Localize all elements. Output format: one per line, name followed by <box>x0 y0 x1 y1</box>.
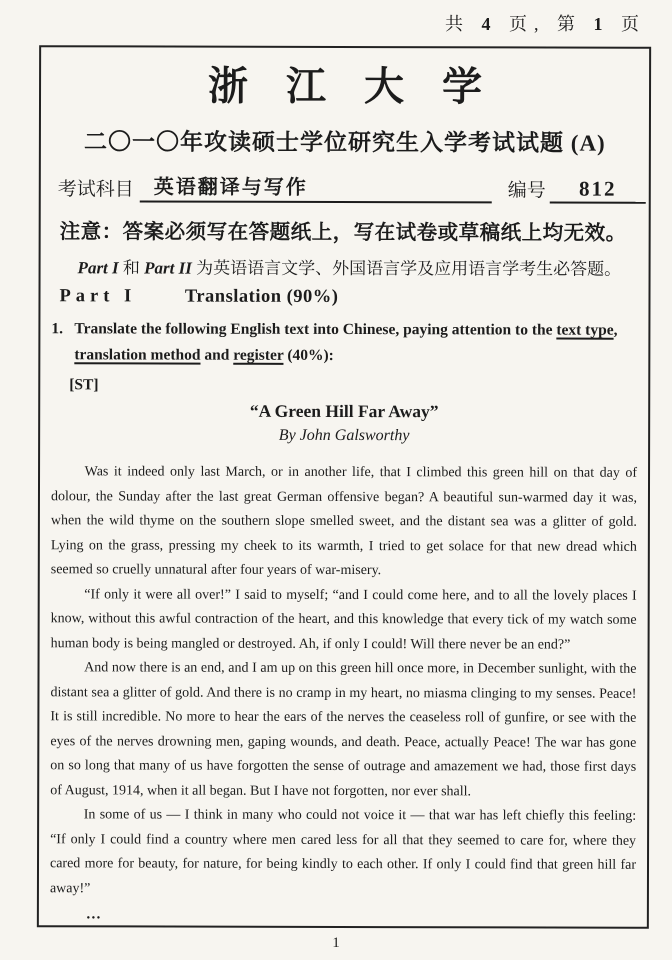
question-number: 1. <box>51 320 64 338</box>
subject-value-underline: 英语翻译与写作 <box>140 175 492 203</box>
part-heading <box>51 284 637 310</box>
total-pages: 4 <box>481 14 498 34</box>
code-value-underline: 812 <box>550 177 646 204</box>
exam-session-title: 二〇一〇年攻读硕士学位研究生入学考试试题 (A) <box>84 129 606 156</box>
subject-label: 考试科目 <box>57 179 134 201</box>
subject-row <box>52 175 638 204</box>
question-text <box>74 316 637 369</box>
passage-ellipsis: … <box>85 906 102 923</box>
part-note-part2: Part II <box>144 258 192 278</box>
university-title: 浙 江 大 学 <box>207 63 497 110</box>
page-count-prefix: 共 <box>445 14 470 34</box>
passage-body <box>50 460 637 928</box>
underlined-term-translation-method: translation method <box>74 346 201 364</box>
question-1 <box>51 316 637 370</box>
passage-byline: By John Galsworthy <box>278 426 410 445</box>
page-number: 1 <box>332 935 340 951</box>
page-count-header <box>445 10 646 36</box>
passage-paragraph-2: “If only it were all over!” I said to myself; “and I could come here, and to all the lovely places I know, without this awful contraction of the heart, and this knowledge that every tick of my watch some human body is being mangled or destroyed. Ah, if only I could! Will there never be an end?” <box>50 586 637 653</box>
passage-paragraph-4: In some of us — I think in many who could not voice it — that war has left chiefly this feeling: “If only I could find a country where men cared less for all that they seemed to care for, where they cared more for beauty, for nature, for being kindly to each other. If only I could find that green hill far away!” <box>49 807 637 896</box>
part-note-part1: Part I <box>77 258 119 278</box>
part-note-conjunction: 和 <box>118 258 145 278</box>
current-page: 1 <box>593 14 610 34</box>
part-note-rest: 为英语语言文学、外国语言学及应用语言学考生必答题。 <box>191 258 622 279</box>
passage-paragraph-1: Was it indeed only last March, or in another life, that I climbed this green hill on that day of dolour, the Sunday after the last great German offensive began? A beautiful sun-warmed day it was, when the wild thyme on the southern slope smelled sweet, and the distant sea was a glitter of gold. Lying on the grass, pressing my cheek to its warmth, I tried to get solace for that new dread which seemed so cruelly unnatural after four years of war-misery. <box>50 464 638 579</box>
part-title: Translation (90%) <box>184 286 339 307</box>
passage-title: “A Green Hill Far Away” <box>249 400 439 422</box>
part-requirement-note <box>52 256 638 282</box>
passage-paragraph-3: And now there is an end, and I am up on this green hill once more, in December sunlight, with the distant sea a glitter of gold. And there is no cramp in my heart, no miasma clinging to my senses. Peace! It is still incredible. No more to hear the ears of the nerves the ceaseless roll of gunfire, or see with the eyes of the nerves drowning men, gaping wounds, and death. Peace, actually Peace! The war has gone on so long that many of us have forgotten the sense of outrage and amazement we had, those first days of August, 1914, when it all began. But I have not forgotten, nor ever shall. <box>50 660 637 799</box>
exam-paper-frame <box>37 45 651 929</box>
source-text-label: [ST] <box>69 376 99 394</box>
page-count-suffix: 页 <box>621 14 646 34</box>
underlined-term-register: register <box>233 346 284 364</box>
question-lead: Translate the following English text into Chinese, paying attention to the <box>74 320 557 339</box>
part-label: Part I <box>59 286 137 307</box>
page-count-middle: 页, 第 <box>509 14 582 34</box>
underlined-term-text-type: text type <box>556 321 614 339</box>
question-mid1: , <box>613 321 618 339</box>
question-tail: (40%): <box>283 346 334 364</box>
notice-line: 注意：答案必须写在答题纸上，写在试卷或草稿纸上均无效。 <box>59 221 627 245</box>
code-label: 编号 <box>507 180 546 202</box>
question-mid2: and <box>200 346 234 364</box>
